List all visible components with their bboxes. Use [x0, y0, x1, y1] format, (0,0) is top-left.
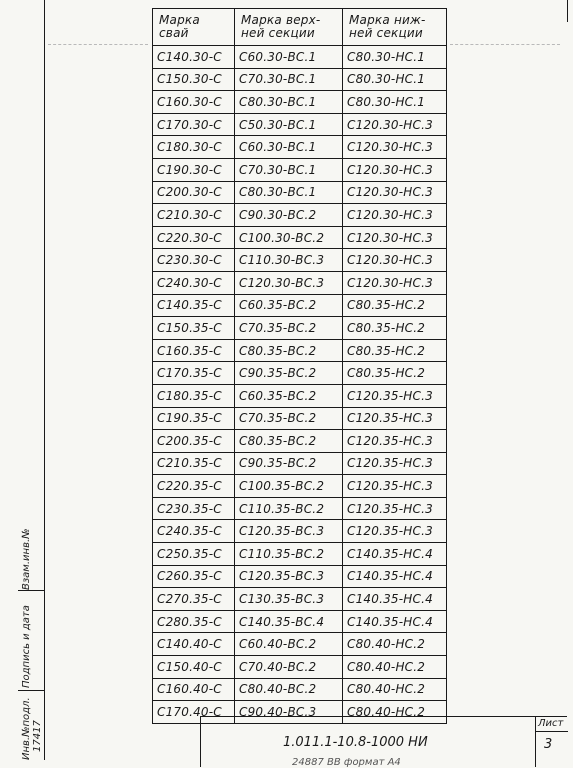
pile-mark-cell: С260.35-С — [153, 565, 235, 588]
table-row — [153, 113, 447, 136]
pile-mark-cell: С220.30-С — [153, 226, 235, 249]
table-row — [153, 588, 447, 611]
table-row — [153, 136, 447, 159]
lower-section-cell: С120.30-НС.3 — [343, 271, 447, 294]
inv-label: Инв.№подл. — [21, 697, 32, 760]
lower-section-cell: С120.35-НС.3 — [343, 497, 447, 520]
table-body — [153, 46, 447, 724]
lower-section-cell: С80.30-НС.1 — [343, 68, 447, 91]
vzam-label: Взам.инв.№ — [21, 528, 32, 590]
pile-mark-cell: С140.35-С — [153, 294, 235, 317]
upper-section-cell: С80.35-ВС.2 — [235, 430, 343, 453]
lower-section-cell: С120.35-НС.3 — [343, 407, 447, 430]
pile-mark-cell: С160.35-С — [153, 339, 235, 362]
sheet-box — [535, 717, 568, 767]
upper-section-cell: С60.30-ВС.1 — [235, 136, 343, 159]
upper-section-cell: С80.35-ВС.2 — [235, 339, 343, 362]
pile-mark-cell: С190.30-С — [153, 158, 235, 181]
upper-section-cell: С110.35-ВС.2 — [235, 543, 343, 566]
pile-mark-cell: С240.30-С — [153, 271, 235, 294]
upper-section-cell: С90.40-ВС.3 — [235, 701, 343, 724]
upper-section-cell: С90.35-ВС.2 — [235, 362, 343, 385]
table-row — [153, 158, 447, 181]
sheet-number: 3 — [544, 737, 553, 752]
table-row — [153, 407, 447, 430]
table-row — [153, 68, 447, 91]
lower-section-cell: С80.35-НС.2 — [343, 317, 447, 340]
inv-value: 17417 — [32, 720, 43, 752]
table-row — [153, 362, 447, 385]
lower-section-cell: С120.35-НС.3 — [343, 430, 447, 453]
upper-section-cell: С60.30-ВС.1 — [235, 46, 343, 69]
pile-mark-cell: С230.30-С — [153, 249, 235, 272]
table-row — [153, 475, 447, 498]
upper-section-cell: С80.30-ВС.1 — [235, 91, 343, 114]
table-row — [153, 430, 447, 453]
lower-section-cell: С80.35-НС.2 — [343, 339, 447, 362]
pile-mark-cell: С160.40-С — [153, 678, 235, 701]
pile-mark-cell: С200.30-С — [153, 181, 235, 204]
upper-section-cell: С70.35-ВС.2 — [235, 317, 343, 340]
table-row — [153, 633, 447, 656]
upper-section-cell: С50.30-ВС.1 — [235, 113, 343, 136]
table-row — [153, 271, 447, 294]
document-code: 1.011.1-10.8-1000 НИ — [283, 735, 428, 750]
lower-section-cell: С80.40-НС.2 — [343, 633, 447, 656]
upper-section-cell: С80.30-ВС.1 — [235, 181, 343, 204]
upper-section-cell: С90.30-ВС.2 — [235, 204, 343, 227]
upper-section-cell: С60.35-ВС.2 — [235, 294, 343, 317]
pile-mark-cell: С240.35-С — [153, 520, 235, 543]
pile-mark-cell: С210.30-С — [153, 204, 235, 227]
upper-section-cell: С110.35-ВС.2 — [235, 497, 343, 520]
table-row — [153, 317, 447, 340]
pile-mark-cell: С230.35-С — [153, 497, 235, 520]
table-row — [153, 565, 447, 588]
table-row — [153, 226, 447, 249]
upper-section-cell: С100.30-ВС.2 — [235, 226, 343, 249]
pile-mark-cell: С180.30-С — [153, 136, 235, 159]
lower-section-cell: С120.30-НС.3 — [343, 249, 447, 272]
pile-mark-cell: С150.30-С — [153, 68, 235, 91]
lower-section-cell: С80.30-НС.1 — [343, 91, 447, 114]
sheet-label: Лист — [538, 718, 564, 729]
upper-section-cell: С70.35-ВС.2 — [235, 407, 343, 430]
table-header-row — [153, 9, 447, 46]
table-row — [153, 294, 447, 317]
table-row — [153, 384, 447, 407]
lower-section-cell: С80.40-НС.2 — [343, 656, 447, 679]
pile-mark-cell: С210.35-С — [153, 452, 235, 475]
table-row — [153, 339, 447, 362]
upper-section-cell: С70.30-ВС.1 — [235, 68, 343, 91]
fold-mark-left — [48, 44, 148, 46]
table-row — [153, 46, 447, 69]
upper-section-cell: С110.30-ВС.3 — [235, 249, 343, 272]
pile-mark-cell: С150.40-С — [153, 656, 235, 679]
table-row — [153, 656, 447, 679]
footer-scribble: 24887 ВВ формат А4 — [292, 757, 401, 768]
upper-section-cell: С60.35-ВС.2 — [235, 384, 343, 407]
fold-mark-right — [450, 44, 560, 46]
lower-section-cell: С120.30-НС.3 — [343, 204, 447, 227]
header-lower-section: Марка ниж- ней секции — [343, 9, 447, 46]
lower-section-cell: С140.35-НС.4 — [343, 610, 447, 633]
pile-mark-cell: С140.40-С — [153, 633, 235, 656]
lower-section-cell: С80.35-НС.2 — [343, 362, 447, 385]
upper-section-cell: С140.35-ВС.4 — [235, 610, 343, 633]
upper-section-cell: С130.35-ВС.3 — [235, 588, 343, 611]
sign-date-label: Подпись и дата — [21, 605, 32, 688]
upper-section-cell: С70.40-ВС.2 — [235, 656, 343, 679]
pile-mark-cell: С170.30-С — [153, 113, 235, 136]
frame-right-tick — [567, 0, 568, 22]
lower-section-cell: С120.30-НС.3 — [343, 158, 447, 181]
side-stamp — [18, 520, 45, 760]
lower-section-cell: С120.35-НС.3 — [343, 452, 447, 475]
pile-mark-cell: С270.35-С — [153, 588, 235, 611]
table-row — [153, 520, 447, 543]
pile-mark-cell: С220.35-С — [153, 475, 235, 498]
table-row — [153, 452, 447, 475]
table-row — [153, 204, 447, 227]
upper-section-cell: С70.30-ВС.1 — [235, 158, 343, 181]
upper-section-cell: С120.35-ВС.3 — [235, 565, 343, 588]
pile-mark-cell: С160.30-С — [153, 91, 235, 114]
header-upper-section: Марка верх- ней секции — [235, 9, 343, 46]
table-row — [153, 543, 447, 566]
lower-section-cell: С80.40-НС.2 — [343, 678, 447, 701]
lower-section-cell: С120.35-НС.3 — [343, 384, 447, 407]
upper-section-cell: С100.35-ВС.2 — [235, 475, 343, 498]
lower-section-cell: С120.30-НС.3 — [343, 136, 447, 159]
upper-section-cell: С120.35-ВС.3 — [235, 520, 343, 543]
lower-section-cell: С120.30-НС.3 — [343, 226, 447, 249]
lower-section-cell: С120.30-НС.3 — [343, 181, 447, 204]
pile-mark-cell: С150.35-С — [153, 317, 235, 340]
upper-section-cell: С60.40-ВС.2 — [235, 633, 343, 656]
lower-section-cell: С140.35-НС.4 — [343, 588, 447, 611]
table-row — [153, 678, 447, 701]
upper-section-cell: С90.35-ВС.2 — [235, 452, 343, 475]
pile-mark-cell: С190.35-С — [153, 407, 235, 430]
upper-section-cell: С120.30-ВС.3 — [235, 271, 343, 294]
lower-section-cell: С140.35-НС.4 — [343, 543, 447, 566]
pile-marks-table — [152, 8, 447, 724]
table-row — [153, 249, 447, 272]
lower-section-cell: С140.35-НС.4 — [343, 565, 447, 588]
table-row — [153, 497, 447, 520]
pile-mark-cell: С250.35-С — [153, 543, 235, 566]
lower-section-cell: С120.35-НС.3 — [343, 475, 447, 498]
lower-section-cell: С120.30-НС.3 — [343, 113, 447, 136]
lower-section-cell: С80.30-НС.1 — [343, 46, 447, 69]
table-row — [153, 91, 447, 114]
header-pile-mark: Марка свай — [153, 9, 235, 46]
table-row — [153, 610, 447, 633]
upper-section-cell: С80.40-ВС.2 — [235, 678, 343, 701]
pile-mark-cell: С170.40-С — [153, 701, 235, 724]
lower-section-cell: С120.35-НС.3 — [343, 520, 447, 543]
pile-mark-cell: С200.35-С — [153, 430, 235, 453]
pile-mark-cell: С280.35-С — [153, 610, 235, 633]
table-row — [153, 181, 447, 204]
lower-section-cell: С80.35-НС.2 — [343, 294, 447, 317]
pile-mark-cell: С140.30-С — [153, 46, 235, 69]
pile-mark-cell: С170.35-С — [153, 362, 235, 385]
lower-section-cell: С80.40-НС.2 — [343, 701, 447, 724]
pile-mark-cell: С180.35-С — [153, 384, 235, 407]
